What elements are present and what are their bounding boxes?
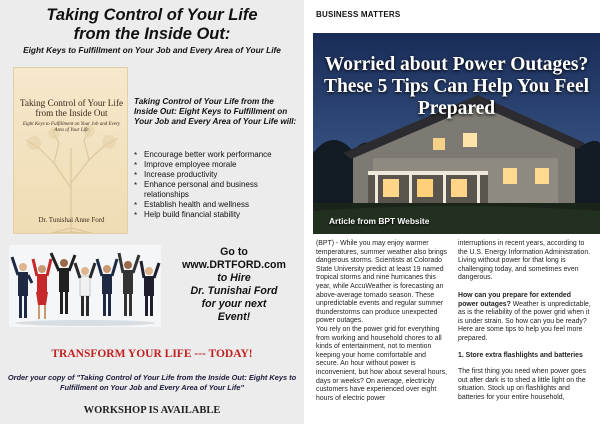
- headline: Worried about Power Outages? These 5 Tips Can Help You Feel Prepared: [323, 54, 590, 119]
- cta-event: Event!: [217, 311, 251, 323]
- benefits-list: [134, 150, 304, 220]
- cta-go: Go to: [220, 246, 248, 258]
- transform-banner: TRANSFORM YOUR LIFE --- TODAY!: [51, 348, 253, 360]
- article-column-1: [316, 240, 449, 403]
- page-title: [0, 6, 304, 44]
- article-paragraph: You rely on the power grid for everything from working and household chores to all kinds of entertainment, not to mention keeping your home comfortable and secure. An hour without power is inconvenient, but how about several hours, days or weeks? On average, electricity customers have experienced over eight hours of electric power: [316, 325, 448, 402]
- article-paragraph: interruptions in recent years, according to the U.S. Energy Information Administration. Living without power for that long is challenging today, and sometimes even dangerous.: [458, 240, 591, 282]
- right-page: [304, 0, 600, 424]
- article-question: [458, 292, 591, 344]
- section-label: BUSINESS MATTERS: [316, 10, 401, 19]
- cta-next: for your next: [201, 298, 267, 310]
- book-cover-image: [13, 67, 128, 234]
- article-column-2: [458, 240, 591, 403]
- book-subtitle: Eight Keys to Fulfillment on Your Job and Every Area of Your Life: [22, 122, 121, 133]
- benefit-item: * Improve employee morale: [134, 160, 304, 170]
- answer-text: Weather is unpredictable, as is the reliability of the power grid when it is under strain. So how can you be ready? Here are some tips to help you feel more prepared.: [458, 300, 591, 342]
- book-title: Taking Control of Your Life from the Inside Out: [19, 98, 124, 118]
- title-line-1: Taking Control of Your Life: [46, 6, 258, 24]
- page-subtitle: Eight Keys to Fulfillment on Your Job and Every Area of Your Life: [23, 45, 281, 55]
- promo-lead: Taking Control of Your Life from the Inside Out: Eight Keys to Fulfillment on Your Job and Every Area of Your Life will:: [134, 97, 297, 126]
- tree-illustration: [14, 68, 128, 234]
- website-link[interactable]: www.DRTFORD.com: [182, 259, 286, 271]
- benefit-item: * Help build financial stability: [134, 210, 304, 220]
- benefit-item: * Encourage better work performance: [134, 150, 304, 160]
- hero-image: [313, 33, 600, 234]
- question-text: How can you prepare for extended power outages?: [458, 291, 571, 308]
- article-credit: Article from BPT Website: [329, 216, 430, 226]
- article-paragraph: The first thing you need when power goes out after dark is to shed a little light on the situation. Stock up on flashlights and batteries for your entire household,: [458, 368, 586, 401]
- benefit-item: * Establish health and wellness: [134, 200, 304, 210]
- book-author: Dr. Tunishai Anne Ford: [38, 216, 105, 224]
- tip-heading: 1. Store extra flashlights and batteries: [458, 351, 583, 359]
- cta-hire: to Hire: [217, 272, 251, 284]
- benefit-item: * Enhance personal and business relationships: [134, 180, 304, 200]
- order-text: Order your copy of "Taking Control of Your Life from the Inside Out: Eight Keys to Fulfillment on Your Job and Every Area of Your Life": [7, 373, 297, 392]
- workshop-notice: WORKSHOP IS AVAILABLE: [83, 405, 221, 416]
- hire-call-to-action: [164, 246, 304, 324]
- cta-name: Dr. Tunishai Ford: [190, 285, 278, 297]
- benefit-item: * Increase productivity: [134, 170, 304, 180]
- article-paragraph: (BPT) - While you may enjoy warmer temperatures, summer weather also brings dangerous storms. Scientists at Colorado State University predict at least 19 named tropical storms and nine hurricanes this year, while AccuWeather is forecasting an above-average tornado season. These unpredictable events and regular summer thunderstorms can produce unexpected power outages.: [316, 240, 447, 325]
- celebrating-team-photo: [9, 245, 161, 327]
- title-line-2: from the Inside Out:: [73, 25, 231, 43]
